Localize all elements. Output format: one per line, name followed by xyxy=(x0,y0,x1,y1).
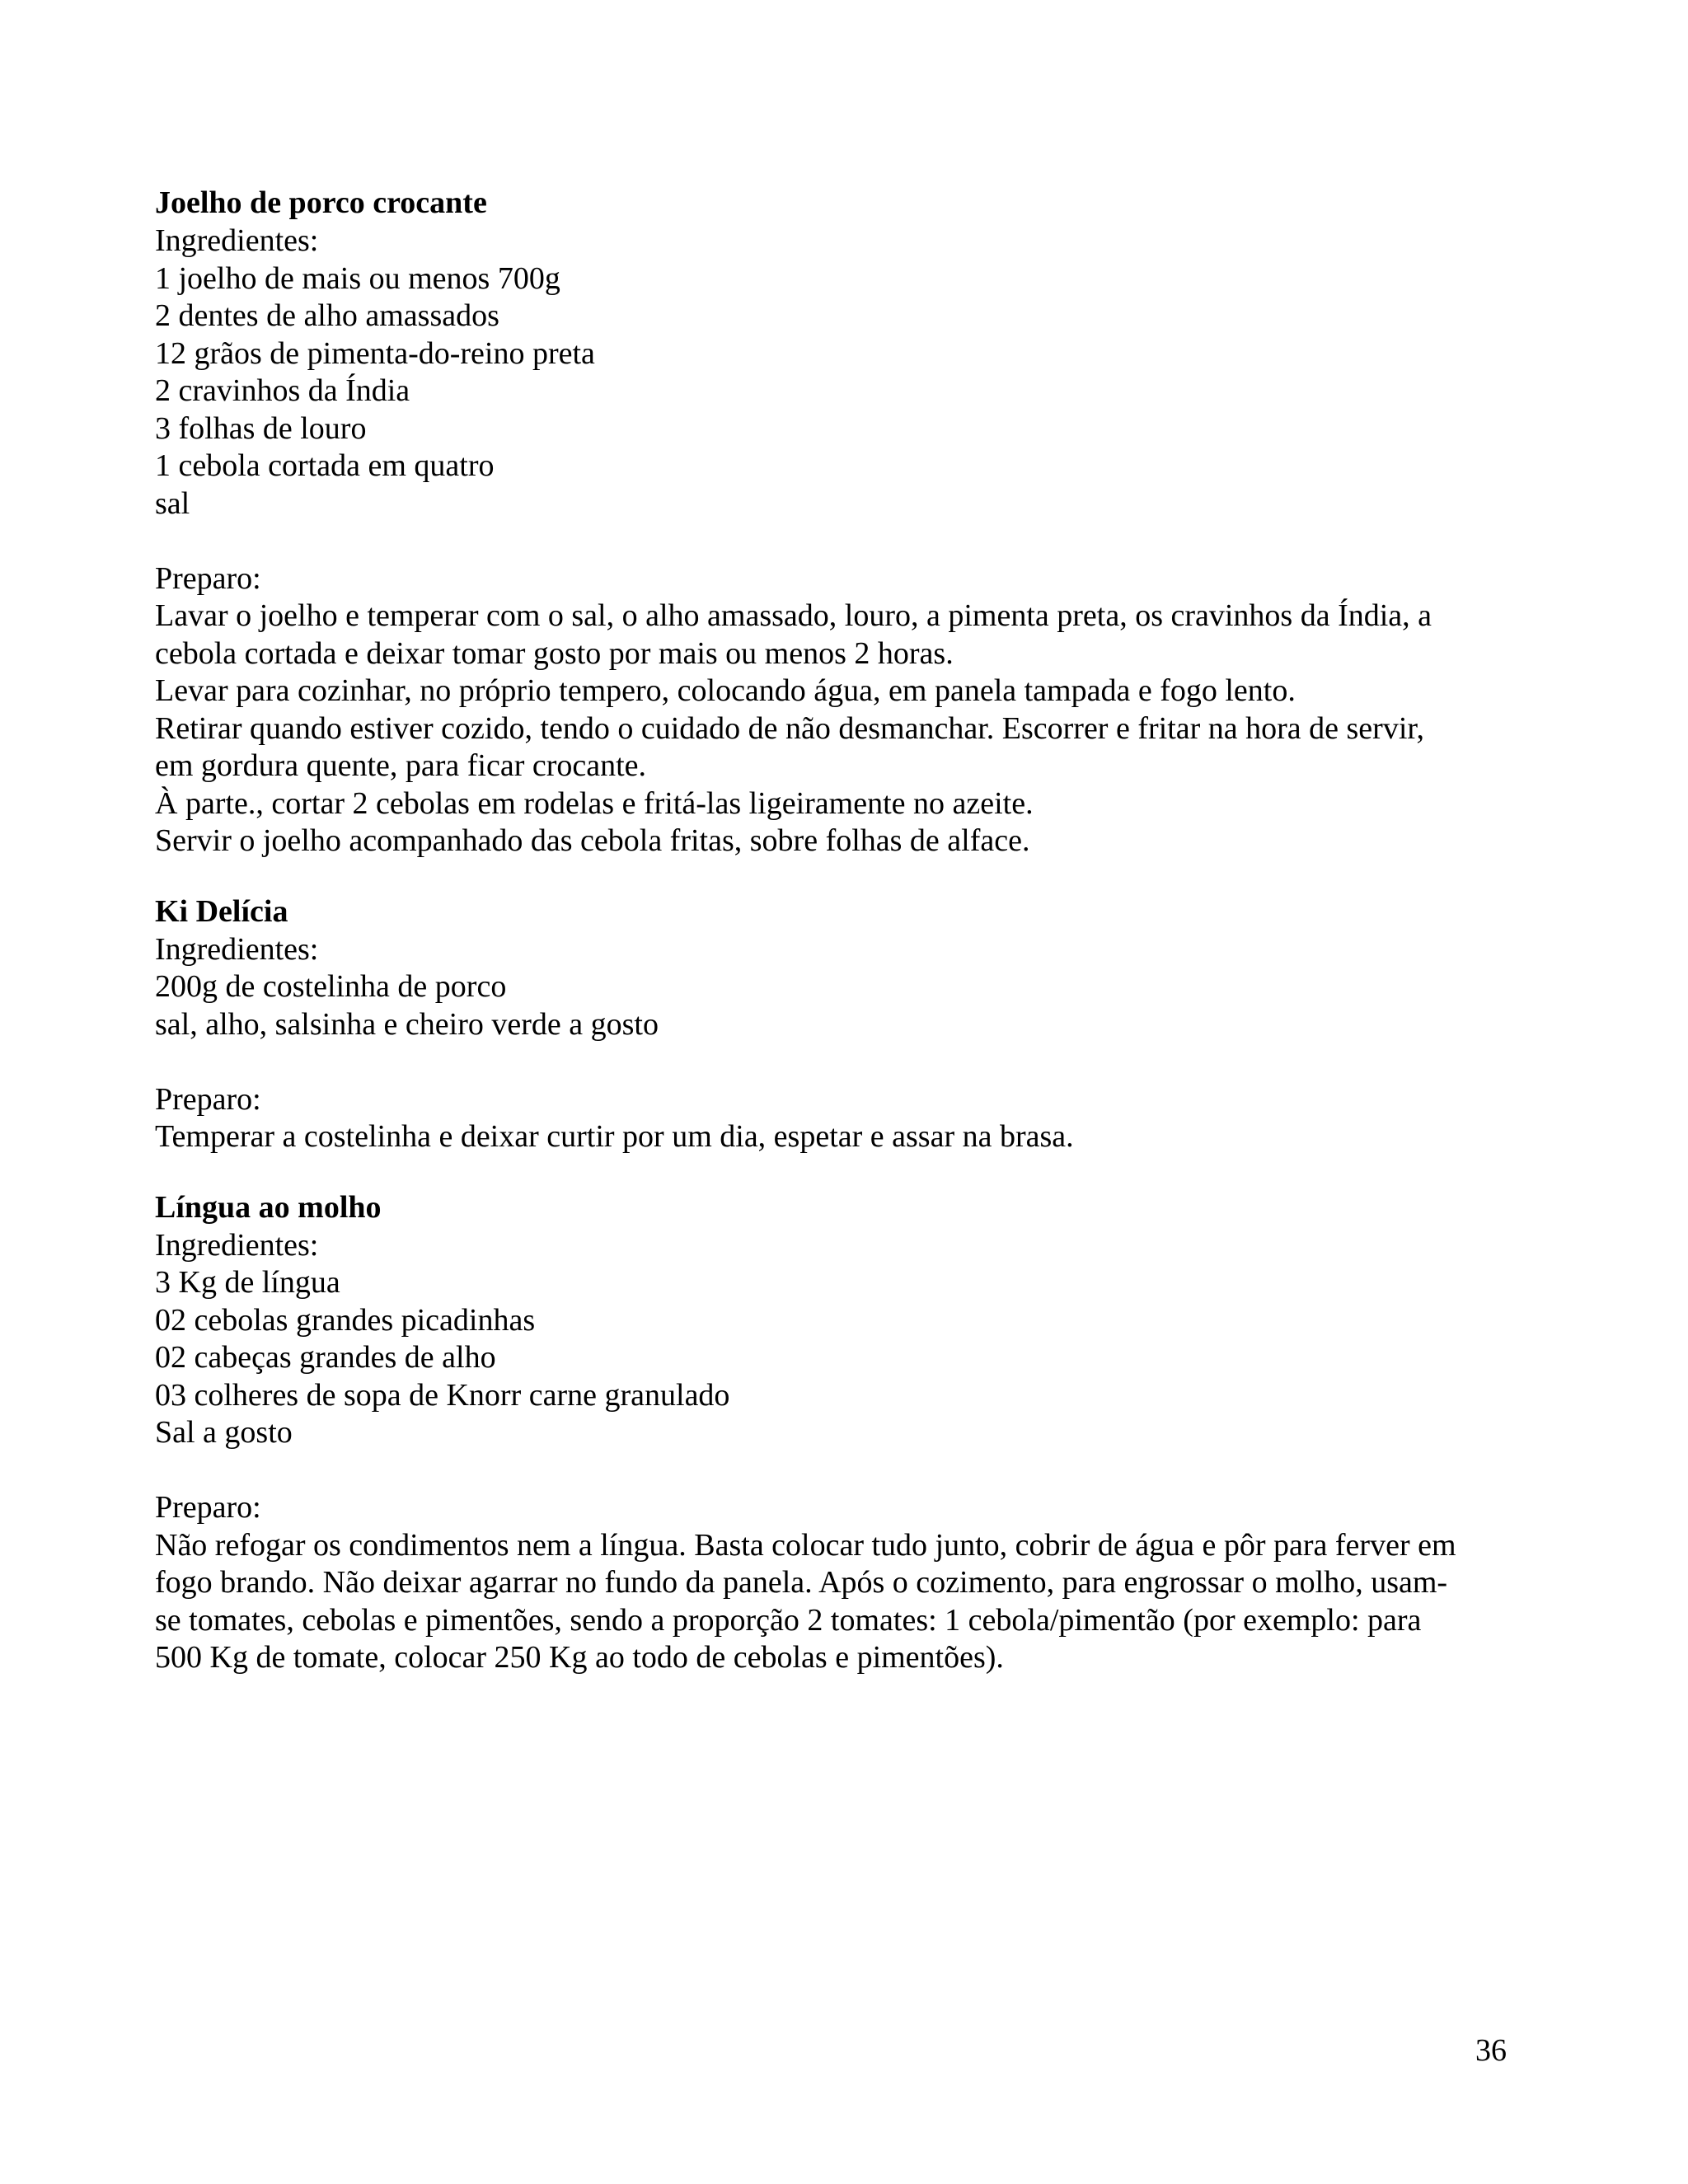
ingredient-item: 1 joelho de mais ou menos 700g xyxy=(155,260,560,296)
spacer xyxy=(155,1452,1540,1490)
recipe-title: Joelho de porco crocante xyxy=(155,185,487,220)
preparation-line: 500 Kg de tomate, colocar 250 Kg ao todo de cebolas e pimentões). xyxy=(155,1640,1004,1675)
preparation-line: fogo brando. Não deixar agarrar no fundo da panela. Após o cozimento, para engrossar o molho, usam- xyxy=(155,1565,1448,1600)
recipe-joelho-de-porco xyxy=(155,183,1540,860)
preparation-line: Temperar a costelinha e deixar curtir por um dia, espetar e assar na brasa. xyxy=(155,1119,1074,1154)
preparation-line: À parte., cortar 2 cebolas em rodelas e fritá-las ligeiramente no azeite. xyxy=(155,785,1034,821)
preparation-line: cebola cortada e deixar tomar gosto por mais ou menos 2 horas. xyxy=(155,635,954,671)
preparation-line: se tomates, cebolas e pimentões, sendo a proporção 2 tomates: 1 cebola/pimentão (por exemplo: para xyxy=(155,1602,1422,1638)
ingredient-item: 3 folhas de louro xyxy=(155,410,367,446)
recipe-ki-delicia xyxy=(155,892,1540,1156)
ingredient-item: 200g de costelinha de porco xyxy=(155,969,507,1004)
ingredient-item: 02 cebolas grandes picadinhas xyxy=(155,1302,536,1338)
ingredient-item: 3 Kg de língua xyxy=(155,1265,340,1300)
preparation-label: Preparo: xyxy=(155,1081,261,1117)
ingredient-item: 2 dentes de alho amassados xyxy=(155,298,499,333)
ingredients-label: Ingredientes: xyxy=(155,931,319,967)
ingredient-item: sal xyxy=(155,485,190,521)
preparation-label: Preparo: xyxy=(155,560,261,596)
ingredient-item: sal, alho, salsinha e cheiro verde a gosto xyxy=(155,1006,659,1042)
spacer xyxy=(155,1156,1540,1188)
spacer xyxy=(155,860,1540,892)
recipe-title: Ki Delícia xyxy=(155,893,288,929)
page-number: 36 xyxy=(1475,2033,1507,2068)
spacer xyxy=(155,523,1540,560)
ingredient-item: Sal a gosto xyxy=(155,1415,293,1450)
preparation-line: em gordura quente, para ficar crocante. xyxy=(155,748,647,783)
preparation-label: Preparo: xyxy=(155,1490,261,1525)
recipe-lingua-ao-molho xyxy=(155,1188,1540,1677)
spacer xyxy=(155,1043,1540,1081)
preparation-line: Servir o joelho acompanhado das cebola fritas, sobre folhas de alface. xyxy=(155,823,1030,858)
preparation-line: Não refogar os condimentos nem a língua. Basta colocar tudo junto, cobrir de água e pôr para ferver em xyxy=(155,1527,1456,1563)
ingredient-item: 1 cebola cortada em quatro xyxy=(155,448,495,483)
ingredient-item: 12 grãos de pimenta-do-reino preta xyxy=(155,335,595,371)
recipe-title: Língua ao molho xyxy=(155,1189,382,1225)
ingredient-item: 02 cabeças grandes de alho xyxy=(155,1340,496,1375)
ingredients-label: Ingredientes: xyxy=(155,223,319,258)
preparation-line: Levar para cozinhar, no próprio tempero, colocando água, em panela tampada e fogo lento. xyxy=(155,673,1296,708)
preparation-line: Retirar quando estiver cozido, tendo o cuidado de não desmanchar. Escorrer e fritar na hora de servir, xyxy=(155,710,1425,746)
preparation-line: Lavar o joelho e temperar com o sal, o alho amassado, louro, a pimenta preta, os cravinhos da Índia, a xyxy=(155,598,1432,633)
ingredient-item: 03 colheres de sopa de Knorr carne granulado xyxy=(155,1377,730,1413)
page-content xyxy=(155,183,1540,1677)
ingredient-item: 2 cravinhos da Índia xyxy=(155,373,410,408)
ingredients-label: Ingredientes: xyxy=(155,1227,319,1263)
